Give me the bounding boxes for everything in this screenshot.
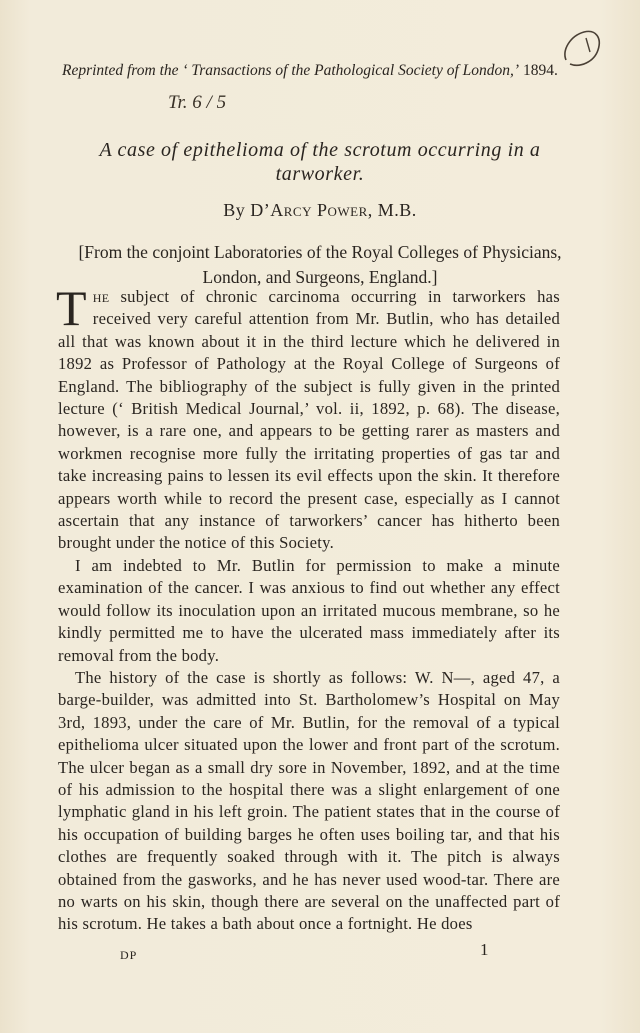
author-name: D’Arcy Power: [250, 200, 368, 220]
affiliation-line-2: London, and Surgeons, England.]: [202, 267, 438, 287]
author-degree: , M.B.: [367, 200, 417, 220]
reprint-header: [62, 62, 572, 80]
reprint-source: Reprinted from the ‘ Transactions of the Pathological Society of London,’: [62, 62, 520, 79]
affiliation: [60, 240, 580, 290]
title-line-1: A case of epithelioma of the scrotum occurring in a: [99, 139, 541, 161]
handwritten-shelfmark: Tr. 6 / 5: [168, 92, 227, 113]
paragraph-1: [56, 280, 560, 555]
paragraph-2: I am indebted to Mr. Butlin for permission to make a minute examination of the cancer. I was anxious to find out whether any effect would follow its inoculation upon an irritated mucous membrane, so he kindly permitted me to have the ulcerated mass immediately after its removal from the body.: [58, 555, 560, 665]
affiliation-line-1: [From the conjoint Laboratories of the Royal Colleges of Physicians,: [78, 242, 562, 262]
page-number: 1: [480, 940, 489, 959]
byline-prefix: By: [223, 200, 251, 220]
drop-cap: T: [56, 280, 87, 336]
byline: [60, 200, 580, 221]
article-body: [56, 280, 560, 936]
title-line-2: tarworker.: [275, 163, 365, 185]
paragraph-1-text: subject of chronic carcinoma occurring in tarworkers has received very careful attention from Mr. Butlin, who has detailed all that was known about it in the third lecture which he delivered in 1892 as Professor of Pathology at the Royal College of Surgeons of England. The bibliography of the subject is fully given in the printed lecture (‘ British Medical Journal,’ vol. ii, 1892, p. 68). The disease, however, is a rare one, and appears to be getting rarer as masters and workmen recognise more fully the irritating properties of gas tar and take increasing pains to lessen its evil effects upon the skin. It therefore appears worth while to record the present case, especially as I cannot ascertain that any instance of tarworkers’ cancer has hitherto been brought under the notice of this Society.: [58, 287, 560, 553]
article-title: [60, 138, 580, 186]
signature-mark: DP: [120, 948, 138, 962]
lead-small-caps: he: [92, 287, 110, 306]
paragraph-3: The history of the case is shortly as follows: W. N—, aged 47, a barge-builder, was admitted into St. Bartholomew’s Hospital on May 3rd, 1893, under the care of Mr. Butlin, for the removal of a typical epithelioma ulcer situated upon the lower and front part of the scrotum. The ulcer began as a small dry sore in November, 1892, and at the time of his admission to the hospital there was a slight enlargement of one lymphatic gland in his left groin. The patient states that in the course of his occupation of building barges he often uses boiling tar, and that his clothes are frequently soaked through with it. The pitch is always obtained from the gasworks, and he has never used wood-tar. There are no warts on his skin, though there are several on the unaffected part of his scrotum. He takes a bath about once a fortnight. He does: [58, 667, 560, 934]
reprint-year: 1894.: [522, 62, 558, 79]
